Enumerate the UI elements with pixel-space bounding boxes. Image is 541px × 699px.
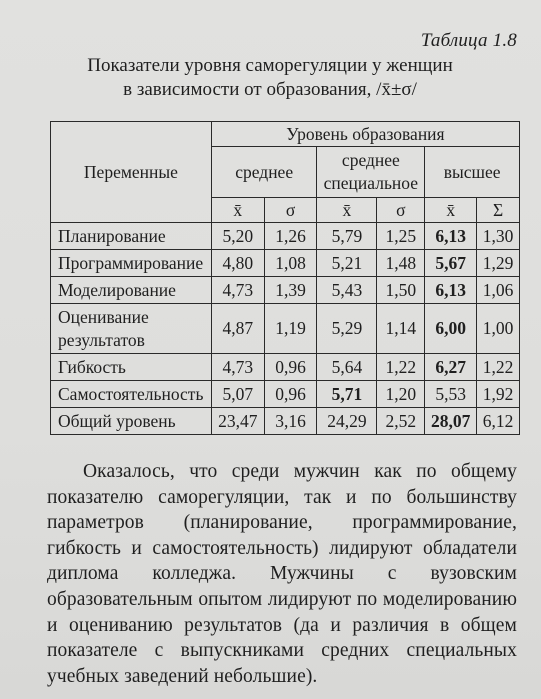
row-label: Гибкость (51, 354, 212, 381)
value-cell: 5,71 (317, 381, 377, 408)
value-cell: 28,07 (425, 408, 477, 435)
value-cell: 5,20 (211, 223, 264, 250)
table-row (51, 354, 520, 381)
value-cell: 1,06 (477, 277, 520, 304)
row-label: Самостоятельность (51, 381, 212, 408)
education-level-header: Уровень образования (211, 122, 519, 147)
group-higher: высшее (425, 147, 520, 198)
body-paragraph (47, 459, 517, 689)
subheader-cell: x̄ (211, 198, 264, 223)
table-row (51, 250, 520, 277)
value-cell: 5,64 (317, 354, 377, 381)
value-cell: 4,87 (211, 304, 264, 354)
value-cell: 4,80 (211, 250, 264, 277)
row-label: Программирование (51, 250, 212, 277)
value-cell: 3,16 (264, 408, 317, 435)
value-cell: 5,07 (211, 381, 264, 408)
row-label: Моделирование (51, 277, 212, 304)
value-cell: 1,25 (377, 223, 425, 250)
value-cell: 1,22 (377, 354, 425, 381)
value-cell: 4,73 (211, 354, 264, 381)
group-secondary: среднее (211, 147, 317, 198)
variables-header: Переменные (51, 122, 212, 223)
value-cell: 1,48 (377, 250, 425, 277)
table-row (51, 408, 520, 435)
subheader-cell: x̄ (317, 198, 377, 223)
value-cell: 5,21 (317, 250, 377, 277)
value-cell: 5,79 (317, 223, 377, 250)
subheader-cell: σ (377, 198, 425, 223)
subheader-cell: σ (264, 198, 317, 223)
row-label: Оценивание результатов (51, 304, 212, 354)
table-caption (50, 54, 490, 102)
table-row (51, 381, 520, 408)
value-cell: 6,00 (425, 304, 477, 354)
table-row (51, 304, 520, 354)
value-cell: 23,47 (211, 408, 264, 435)
value-cell: 1,50 (377, 277, 425, 304)
value-cell: 4,73 (211, 277, 264, 304)
value-cell: 1,14 (377, 304, 425, 354)
value-cell: 5,43 (317, 277, 377, 304)
value-cell: 1,29 (477, 250, 520, 277)
caption-line-1: Показатели уровня саморегуляции у женщин (87, 55, 453, 76)
value-cell: 1,08 (264, 250, 317, 277)
table-row (51, 277, 520, 304)
value-cell: 24,29 (317, 408, 377, 435)
subheader-cell: x̄ (425, 198, 477, 223)
self-regulation-table (50, 121, 520, 435)
value-cell: 2,52 (377, 408, 425, 435)
paragraph-text: Оказалось, что среди мужчин как по общему показателю саморегуляции, так и по большинству параметров (планирование, программирование, гибкость и самостоятельность) лидируют обладатели диплома колледжа. Мужчины с вузовским образовательным опытом лидируют по моделированию и оцениванию результатов (да и различия в общем показателе с выпускниками средних специальных учебных заведений небольшие). (47, 461, 517, 687)
value-cell: 1,92 (477, 381, 520, 408)
value-cell: 0,96 (264, 354, 317, 381)
row-label: Планирование (51, 223, 212, 250)
value-cell: 0,96 (264, 381, 317, 408)
value-cell: 5,53 (425, 381, 477, 408)
value-cell: 6,27 (425, 354, 477, 381)
value-cell: 5,67 (425, 250, 477, 277)
value-cell: 1,20 (377, 381, 425, 408)
value-cell: 6,12 (477, 408, 520, 435)
group-secondary-special-label: среднее специальное (323, 150, 419, 193)
value-cell: 1,26 (264, 223, 317, 250)
value-cell: 6,13 (425, 223, 477, 250)
table-number: Таблица 1.8 (420, 30, 517, 51)
value-cell: 1,19 (264, 304, 317, 354)
value-cell: 5,29 (317, 304, 377, 354)
value-cell: 1,30 (477, 223, 520, 250)
value-cell: 1,22 (477, 354, 520, 381)
group-secondary-special (317, 147, 425, 198)
caption-line-2: в зависимости от образования, /x̄±σ/ (123, 79, 417, 100)
value-cell: 1,39 (264, 277, 317, 304)
subheader-cell: Σ (477, 198, 520, 223)
row-label: Общий уровень (51, 408, 212, 435)
value-cell: 6,13 (425, 277, 477, 304)
value-cell: 1,00 (477, 304, 520, 354)
table-row (51, 223, 520, 250)
